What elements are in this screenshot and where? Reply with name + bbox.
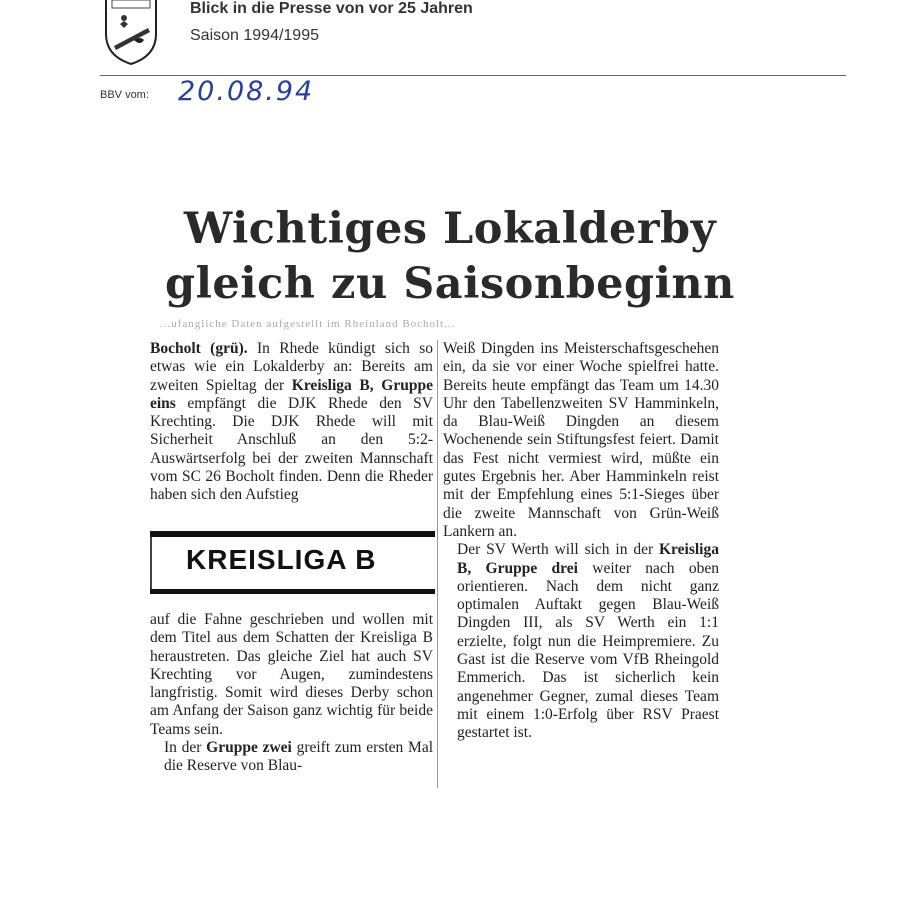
headline-line-2: gleich zu Saisonbeginn: [165, 259, 735, 309]
article-column-1-bottom: [150, 611, 433, 776]
source-label: BBV vom:: [100, 89, 149, 101]
article-column-1-top: [150, 340, 433, 505]
season-subtitle: Saison 1994/1995: [190, 27, 319, 44]
article-column-2: [443, 340, 719, 743]
paragraph: Der SV Werth will sich in der Kreisliga B, Gruppe drei weiter nach oben orientieren. Nach dem nicht ganz optimalen Auftakt gegen Blau-Weiß Dingden III, als SV Werth ein 1:1 erzielte, folgt nun die Heimpremiere. Zu Gast ist die Reserve vom VfB Rheingold Emmerich. Das ist sicherlich kein angenehmer Gegner, zumal dieses Team mit einem 1:0-Erfolg über RSV Praest gestartet ist.: [457, 541, 720, 742]
club-crest-logo: [104, 0, 158, 66]
stray-print-through: ...ufangliche Daten aufgestellt im Rheinland Bocholt...: [160, 318, 456, 330]
handwritten-date: 20.08.94: [178, 76, 315, 107]
subhead-kreisliga: KREISLIGA B: [186, 544, 377, 575]
subhead-box-bottom-rule: [150, 589, 435, 594]
article-headline: [150, 202, 750, 312]
subhead-box-top-rule: [150, 531, 435, 537]
page-title: Blick in die Presse von vor 25 Jahren: [190, 0, 473, 17]
subhead-box-left-rule: [150, 537, 152, 589]
paragraph: Weiß Dingden ins Meisterschaftsgeschehen ein, da sie vor einer Woche spielfrei hatte. Bereits heute empfängt das Team um 14.30 Uhr den Tabellenzweiten SV Hamminkeln, da Blau-Weiß Dingden an diesem Wochenende sein Stiftungsfest feiert. Damit das Fest nicht vermiest wird, müßte ein gutes Ergebnis her. Aber Hamminkeln reist mit der Empfehlung eines 5:1-Sieges über die zweite Mannschaft von Grün-Weiß Lankern an.: [443, 340, 719, 540]
paragraph: In der Gruppe zwei greift zum ersten Mal die Reserve von Blau-: [164, 739, 434, 775]
dateline: Bocholt (grü).: [150, 340, 248, 357]
paragraph: auf die Fahne geschrieben und wollen mit dem Titel aus dem Schatten der Kreisliga B heraustreten. Das gleiche Ziel hat auch SV Krechting vor Augen, zumindestens langfristig. Somit wird dieses Derby schon am Anfang der Saison ganz wichtig für beide Teams sein.: [150, 611, 433, 738]
headline-line-1: Wichtiges Lokalderby: [183, 204, 717, 254]
paragraph: Bocholt (grü). In Rhede kündigt sich so etwas wie ein Lokalderby an: Bereits am zweiten Spieltag der Kreisliga B, Gruppe eins empfängt die DJK Rhede den SV Krechting. Die DJK Rhede will mit Sicherheit Anschluß an den 5:2-Auswärtserfolg bei der zweiten Mannschaft vom SC 26 Bocholt finden. Denn die Rheder haben sich den Aufstieg: [150, 340, 433, 504]
column-divider: [437, 340, 438, 788]
